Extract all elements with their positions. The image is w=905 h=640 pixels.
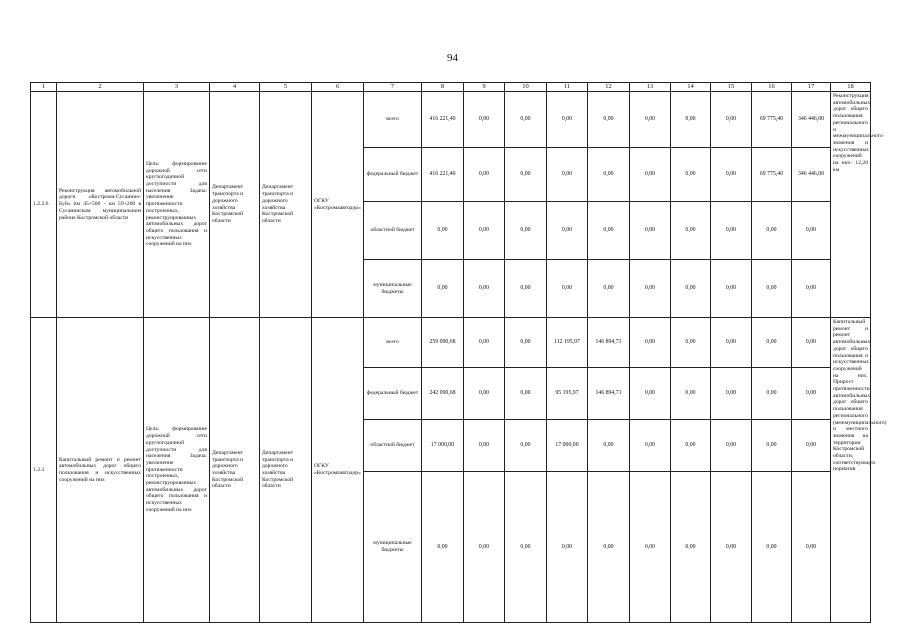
col-header: 1 [31,83,57,92]
amount-cell: 0,00 [422,472,464,623]
amount-cell: 0,00 [630,148,671,202]
amount-cell: 0,00 [711,148,752,202]
col-header: 2 [57,83,144,92]
col-header: 11 [547,83,588,92]
amount-cell: 416 221,40 [422,148,464,202]
amount-cell: 0,00 [505,148,547,202]
amount-cell: 0,00 [671,148,711,202]
amount-cell: 69 775,40 [752,148,792,202]
amount-cell: 0,00 [588,420,630,472]
amount-cell: 0,00 [711,420,752,472]
amount-cell: 0,00 [547,260,588,318]
amount-cell: 0,00 [671,260,711,318]
amount-cell: 0,00 [711,472,752,623]
amount-cell: 0,00 [505,368,547,420]
amount-cell: 0,00 [547,92,588,148]
amount-cell: 346 446,00 [792,148,831,202]
funding-source: муниципальные бюджеты [364,260,422,318]
amount-cell: 69 775,40 [752,92,792,148]
amount-cell: 0,00 [792,318,831,368]
amount-cell: 0,00 [630,202,671,260]
amount-cell: 0,00 [752,318,792,368]
funding-source: муниципальные бюджеты [364,472,422,623]
col-header: 17 [792,83,831,92]
amount-cell: 0,00 [792,420,831,472]
col-header: 3 [144,83,210,92]
amount-cell: 95 195,97 [547,368,588,420]
col-header: 18 [831,83,871,92]
amount-cell: 146 894,71 [588,318,630,368]
amount-cell: 0,00 [630,420,671,472]
row-code: 1.2.3 [31,318,57,623]
amount-cell: 0,00 [464,420,505,472]
col-header: 16 [752,83,792,92]
amount-cell: 0,00 [464,148,505,202]
funding-source: всего [364,92,422,148]
amount-cell: 0,00 [588,472,630,623]
goal-tasks: Цель: формирование дорожной сети круглогодичной доступности для населения Задача: увеличение протяженности построенных, реконструированных автомобильных дорог общего пользования и искусственных сооружений на них [144,92,210,318]
amount-cell: 17 000,00 [547,420,588,472]
amount-cell: 0,00 [588,260,630,318]
amount-cell: 0,00 [505,318,547,368]
col-header: 15 [711,83,752,92]
amount-cell: 0,00 [792,260,831,318]
amount-cell: 0,00 [547,202,588,260]
amount-cell: 346 446,00 [792,92,831,148]
amount-cell: 0,00 [711,318,752,368]
amount-cell: 0,00 [505,92,547,148]
goal-tasks: Цель: формирование дорожной сети круглогодичной доступности для населения Задача: увеличение протяженности построенных, реконструированных автомобильных дорог общего пользования и искусственных сооружений на них [144,318,210,623]
col-header: 6 [312,83,364,92]
amount-cell: 0,00 [792,202,831,260]
amount-cell: 0,00 [464,260,505,318]
col-header: 4 [210,83,260,92]
amount-cell: 0,00 [671,420,711,472]
table-row [31,318,871,368]
funding-source: областной бюджет [364,202,422,260]
col-header: 10 [505,83,547,92]
program-table [30,82,887,623]
amount-cell: 0,00 [671,202,711,260]
responsible-department: Департамент транспорта и дорожного хозяйства Костромской области [210,318,260,623]
col-header: 8 [422,83,464,92]
amount-cell: 0,00 [630,472,671,623]
measure-name: Реконструкция автомобильной дороги «Кострома-Сусанино-Буй» км 45+500 - км 59+200 в Сусанинском муниципальном районе Костромской области [57,92,144,318]
amount-cell: 17 000,00 [422,420,464,472]
amount-cell: 0,00 [630,368,671,420]
amount-cell: 0,00 [588,148,630,202]
column-number-row [31,83,871,92]
amount-cell: 0,00 [422,260,464,318]
amount-cell: 0,00 [752,420,792,472]
measure-name: Капитальный ремонт и ремонт автомобильных дорог общего пользования и искусственных сооружений на них [57,318,144,623]
amount-cell: 0,00 [422,202,464,260]
amount-cell: 0,00 [671,92,711,148]
amount-cell: 0,00 [588,202,630,260]
executor: ОГКУ «Костромаавтодор» [312,92,364,318]
amount-cell: 0,00 [752,202,792,260]
coexecutor-department: Департамент транспорта и дорожного хозяйства Костромской области [260,318,312,623]
amount-cell: 0,00 [792,472,831,623]
amount-cell: 0,00 [792,368,831,420]
amount-cell: 0,00 [711,260,752,318]
table-body [31,92,887,623]
amount-cell: 0,00 [671,472,711,623]
amount-cell: 0,00 [547,472,588,623]
col-header: 7 [364,83,422,92]
amount-cell: 242 090,68 [422,368,464,420]
col-header: 13 [630,83,671,92]
amount-cell: 0,00 [711,202,752,260]
amount-cell: 0,00 [464,368,505,420]
amount-cell: 259 090,68 [422,318,464,368]
col-header: 9 [464,83,505,92]
amount-cell: 0,00 [671,368,711,420]
page-number: 94 [447,52,458,64]
amount-cell: 0,00 [630,260,671,318]
amount-cell: 416 221,40 [422,92,464,148]
row-code: 1.2.2.6 [31,92,57,318]
amount-cell: 0,00 [671,318,711,368]
amount-cell: 0,00 [752,260,792,318]
amount-cell: 0,00 [464,318,505,368]
amount-cell: 0,00 [630,92,671,148]
amount-cell: 0,00 [464,472,505,623]
funding-source: федеральный бюджет [364,368,422,420]
amount-cell: 0,00 [505,472,547,623]
expected-result: Капитальный ремонт и ремонт автомобильных дорог общего пользования и искусственных сооружений на них. Прирост протяженности автомобильных дорог общего пользования регионального (межмуниципального) и местного значения на территории Костромской области, соответствующих норматив [831,318,871,623]
funding-source: областной бюджет [364,420,422,472]
amount-cell: 0,00 [505,420,547,472]
funding-source: федеральный бюджет [364,148,422,202]
amount-cell: 0,00 [711,92,752,148]
amount-cell: 0,00 [505,260,547,318]
amount-cell: 0,00 [752,472,792,623]
amount-cell: 0,00 [464,92,505,148]
amount-cell: 0,00 [464,202,505,260]
col-header: 12 [588,83,630,92]
responsible-department: Департамент транспорта и дорожного хозяйства Костромской области [210,92,260,318]
executor: ОГКУ «Костромаавтодор» [312,318,364,623]
expected-result: Реконструкция автомобильных дорог общего пользования регионального и межмуниципального значения и искусственных сооружений на них- 12,20 км [831,92,871,318]
col-header: 5 [260,83,312,92]
amount-cell: 0,00 [630,318,671,368]
amount-cell: 0,00 [752,368,792,420]
amount-cell: 0,00 [588,92,630,148]
table-row [31,92,871,148]
amount-cell: 0,00 [547,148,588,202]
funding-source: всего [364,318,422,368]
amount-cell: 0,00 [505,202,547,260]
amount-cell: 0,00 [711,368,752,420]
col-header: 14 [671,83,711,92]
amount-cell: 112 195,97 [547,318,588,368]
coexecutor-department: Департамент транспорта и дорожного хозяйства Костромской области [260,92,312,318]
amount-cell: 146 894,71 [588,368,630,420]
